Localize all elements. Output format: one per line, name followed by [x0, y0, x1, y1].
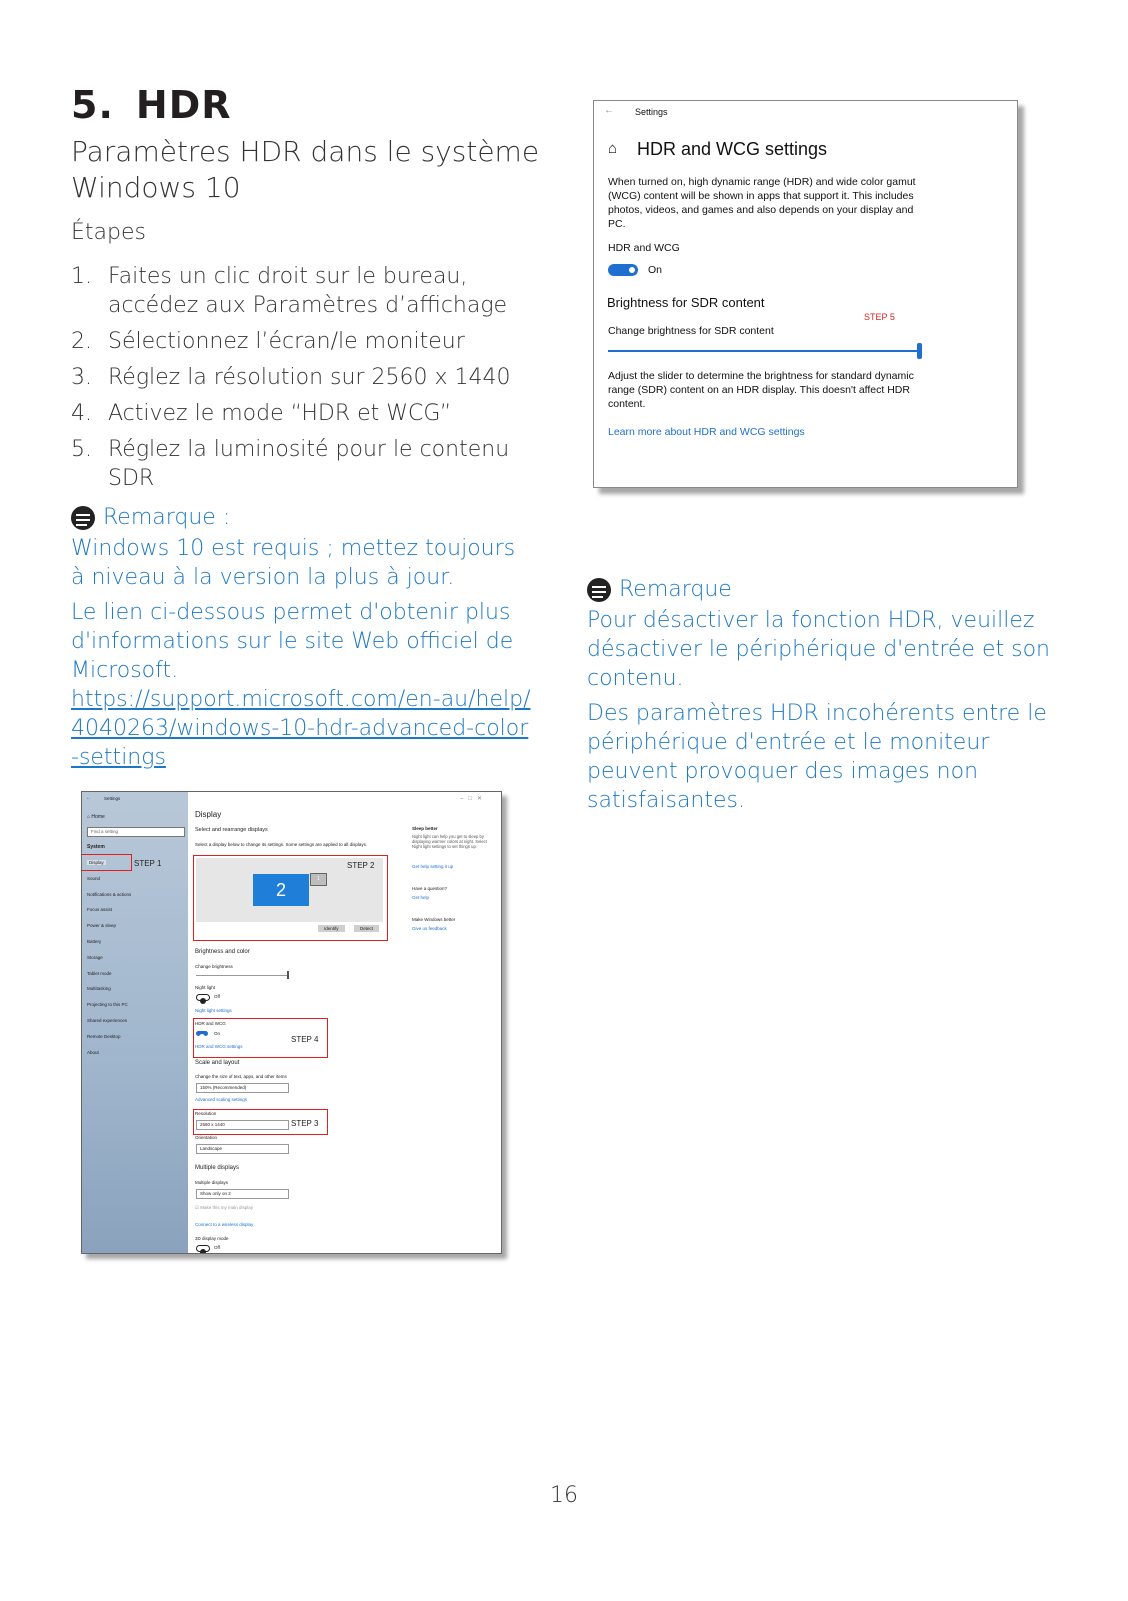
steps-list: [71, 262, 541, 500]
monitor-1[interactable]: 1: [310, 873, 327, 886]
page-number: 16: [550, 1483, 578, 1508]
note-icon: [587, 578, 611, 602]
microsoft-support-link[interactable]: https://support.microsoft.com/en-au/help/4040263/windows-10-hdr-advanced-color-settings: [71, 687, 531, 770]
hdr-toggle[interactable]: [196, 1031, 208, 1036]
hdr-settings-screenshot: ← Settings ⌂ HDR and WCG settings When turned on, high dynamic range (HDR) and wide color gamut (WCG) content will be shown in apps that support it. This includes photos, videos, and games and also depends on your display and PC. HDR and WCG On Brightness for SDR content STEP 5 Change brightness for SDR content Adjust the slider to determine the brightness for standard dynamic range (SDR) content on an HDR display. This doesn't affect HDR content. Learn more about HDR and WCG settings: [593, 100, 1018, 488]
sidebar-home[interactable]: ⌂ Home: [87, 814, 105, 820]
multiple-displays-dropdown[interactable]: Show only on 2: [196, 1189, 289, 1199]
hdr-wcg-toggle[interactable]: [608, 264, 638, 276]
slider-thumb[interactable]: [917, 343, 922, 359]
display-title: Display: [195, 810, 222, 819]
sidebar-item[interactable]: Remote Desktop: [87, 1033, 121, 1039]
note-paragraph: Le lien ci-dessous permet d'obtenir plus d'informations sur le site Web officiel de Microsoft.: [71, 600, 514, 683]
detect-button[interactable]: Detect: [354, 925, 379, 932]
section-heading: [71, 83, 232, 127]
note-icon: [71, 506, 95, 530]
main-display-checkbox[interactable]: ☑ Make this my main display: [195, 1205, 254, 1210]
brightness-slider[interactable]: [196, 975, 288, 976]
sidebar-search[interactable]: Find a setting: [87, 827, 185, 837]
monitor-2[interactable]: 2: [253, 874, 309, 906]
note-label: Remarque: [619, 577, 732, 602]
hdr-page-title: HDR and WCG settings: [637, 139, 828, 159]
step-item: 4. Activez le mode “HDR et WCG”: [71, 401, 452, 426]
orientation-dropdown[interactable]: Landscape: [196, 1144, 289, 1154]
sidebar-item[interactable]: Shared experiences: [87, 1018, 128, 1023]
sidebar-item[interactable]: Sound: [87, 875, 101, 881]
sidebar-item[interactable]: About: [87, 1049, 99, 1055]
sidebar-item[interactable]: Power & sleep: [87, 923, 117, 929]
sidebar-item[interactable]: Notifications & actions: [87, 891, 132, 897]
home-icon: ⌂: [608, 140, 618, 157]
night-light-toggle[interactable]: [196, 994, 210, 1001]
step-item: 1. Faites un clic droit sur le bureau, accédez aux Paramètres d’affichage: [71, 264, 508, 318]
window-controls[interactable]: – □ ✕: [460, 796, 482, 802]
sidebar-item[interactable]: Projecting to this PC: [87, 1002, 128, 1008]
step-item: 3. Réglez la résolution sur 2560 x 1440: [71, 365, 511, 390]
note-left: [71, 505, 531, 772]
sidebar-item[interactable]: Focus assist: [87, 907, 113, 913]
identify-button[interactable]: Identify: [318, 925, 345, 932]
sidebar-item[interactable]: Battery: [87, 939, 102, 944]
sidebar-item[interactable]: Tablet mode: [87, 970, 112, 976]
note-right: [587, 577, 1057, 815]
3d-mode-toggle[interactable]: [196, 1245, 210, 1252]
page-subtitle: Paramètres HDR dans le système Windows 10: [71, 135, 540, 204]
sidebar-item[interactable]: Storage: [87, 954, 103, 960]
back-arrow-icon[interactable]: ←: [604, 105, 614, 116]
step1-box: [81, 854, 132, 871]
section-title: HDR: [135, 83, 232, 127]
step-item: 5. Réglez la luminosité pour le contenu SDR: [71, 437, 510, 491]
note-paragraph: Windows 10 est requis ; mettez toujours à niveau à la version la plus à jour.: [71, 536, 516, 590]
note-label: Remarque :: [103, 505, 231, 530]
note-paragraph: Pour désactiver la fonction HDR, veuillez désactiver le périphérique d'entrée et son contenu.: [587, 608, 1050, 691]
section-number: 5.: [71, 83, 114, 127]
resolution-dropdown[interactable]: 2560 x 1440: [196, 1120, 289, 1130]
steps-title: Étapes: [71, 220, 146, 245]
sdr-brightness-slider[interactable]: [608, 350, 920, 352]
scale-dropdown[interactable]: 150% (Recommended): [196, 1083, 289, 1093]
sidebar-item[interactable]: Multitasking: [87, 986, 111, 992]
sidebar-item[interactable]: Display: [89, 860, 104, 865]
step-item: 2. Sélectionnez l’écran/le moniteur: [71, 329, 465, 354]
note-paragraph: Des paramètres HDR incohérents entre le périphérique d'entrée et le moniteur peuvent provoquer des images non satisfaisantes.: [587, 701, 1047, 813]
display-settings-screenshot: ← Settings ⌂ Home Find a setting System Display Sound Notifications & actions Focus assist Power & sleep Battery Storage Tablet mode Multitasking Projecting to this PC Shared experiences Remote Desktop About STEP 1 Display Select and rearrange displays Select a display below to change its settings. Some settings are applied to all displays. STEP 2 2 1 Identify Detect Brightness and color Change brightness Night light Off Night light settings HDR and WCG On HDR and WCG settings STEP 4 Scale and layout Change the size of text, apps, and other items 150% (Recommended) Advanced scaling settings Resolution 2560 x 1440 STEP 3 Orientation Landscape Multiple displays Multiple displays Show only on 2 ☑ Make this my main display Connect to a wireless display 3D display mode Off Sleep better Night light can help you get to sleep by displaying warmer colors at night. Select Night light settings to set things up. Get help setting it up Have a question? Get help Make Windows better Give us feedback – □ ✕: [81, 791, 502, 1254]
learn-more-link[interactable]: Learn more about HDR and WCG settings: [608, 426, 805, 438]
